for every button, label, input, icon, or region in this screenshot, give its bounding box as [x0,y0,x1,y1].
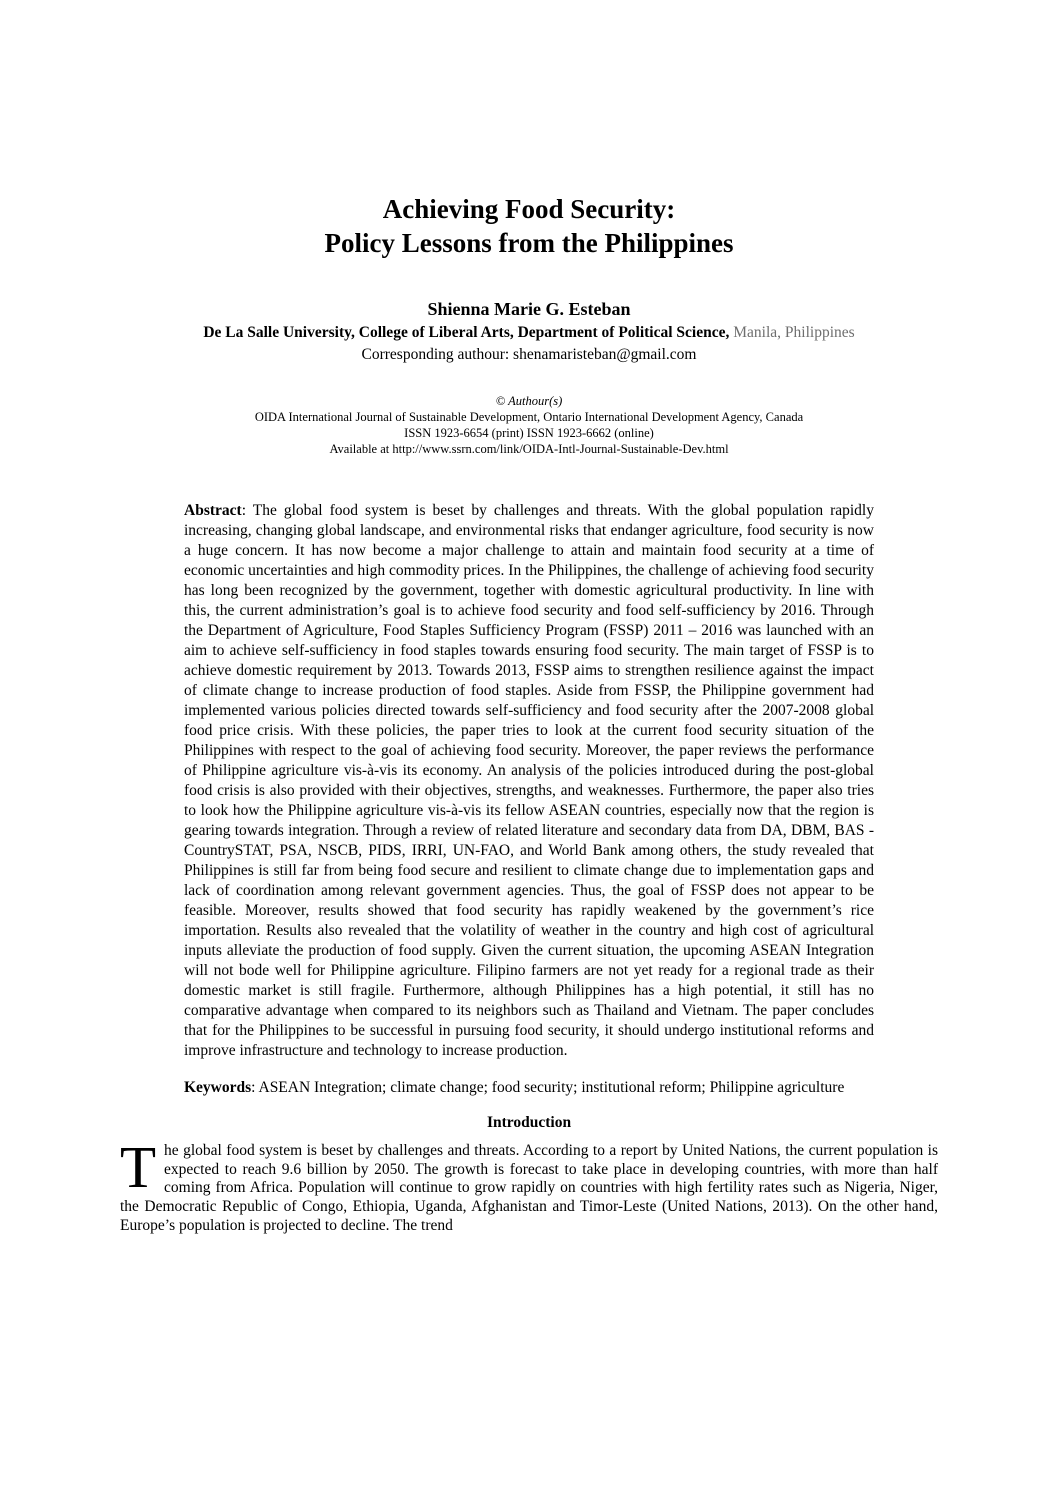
abstract-text: : The global food system is beset by challenges and threats. With the global population rapidly increasing, changing global landscape, and environmental risks that endanger agriculture, food security is now a huge concern. It has now become a major challenge to attain and maintain food security at a time of economic uncertainties and high commodity prices. In the Philippines, the challenge of achieving food security has long been recognized by the government, together with domestic agricultural productivity. In line with this, the current administration’s goal is to achieve food security and food self-sufficiency by 2016. Through the Department of Agriculture, Food Staples Sufficiency Program (FSSP) 2011 – 2016 was launched with an aim to achieve self-sufficiency in food staples towards ensuring food security. The main target of FSSP is to achieve domestic requirement by 2013. Towards 2013, FSSP aims to strengthen resilience against the impact of climate change to increase production of food staples. Aside from FSSP, the Philippine government had implemented various policies directed towards self-sufficiency and food security after the 2007-2008 global food price crisis. With these policies, the paper tries to look at the current food security situation of the Philippines with respect to the goal of achieving food security. Moreover, the paper reviews the performance of Philippine agriculture vis-à-vis its economy. An analysis of the policies introduced during the post-global food crisis is also provided with their objectives, strengths, and weaknesses. Furthermore, the paper also tries to look how the Philippine agriculture vis-à-vis its fellow ASEAN countries, especially now that the region is gearing towards integration. Through a review of related literature and secondary data from DA, DBM, BAS - CountrySTAT, PSA, NSCB, PIDS, IRRI, UN-FAO, and World Bank among others, the study revealed that Philippines is still far from being food secure and resilient to climate change due to implementation gaps and lack of coordination among relevant government agencies. Thus, the goal of FSSP does not appear to be feasible. Moreover, results showed that food security has rapidly weakened by the government’s rice importation. Results also revealed that the volatility of weather in the country and high cost of agricultural inputs alleviate the production of food supply. Given the current situation, the upcoming ASEAN Integration will not bode well for Philippine agriculture. Filipino farmers are not yet ready for a regional trade as their domestic market is still fragile. Furthermore, although Philippines has a high potential, it still has no comparative advantage when compared to its neighbors such as Thailand and Vietnam. The paper concludes that for the Philippines to be successful in pursuing food security, it should undergo institutional reforms and improve infrastructure and technology to increase production. [184,502,874,1059]
author-block [0,297,1058,366]
introduction-text: he global food system is beset by challenges and threats. According to a report by United Nations, the current population is expected to reach 9.6 billion by 2050. The growth is forecast to take place in developing countries, with more than half coming from Africa. Population will continue to grow rapidly on countries with high fertility rates such as Nigeria, Niger, the Democratic Republic of Congo, Ethiopia, Uganda, Afghanistan and Timor-Leste (United Nations, 2013). On the other hand, Europe’s population is projected to decline. The trend [120,1142,938,1234]
keywords-label: Keywords [184,1079,252,1096]
author-name: Shienna Marie G. Esteban [427,299,631,319]
paper-title-line-2: Policy Lessons from the Philippines [324,228,734,258]
copyright-line: © Authour(s) [495,394,563,408]
abstract-label: Abstract [184,502,242,519]
journal-line: OIDA International Journal of Sustainable Development, Ontario International Development Agency, Canada [254,410,804,424]
affiliation-institution: De La Salle University, College of Liberal Arts, Department of Political Science, [203,324,730,341]
abstract-paragraph [184,501,874,1061]
affiliation-location: Manila, Philippines [729,324,855,341]
publication-info-block [0,393,1058,457]
paper-title-line-1: Achieving Food Security: [382,194,676,224]
author-affiliation [0,321,1058,344]
paper-title [0,192,1058,260]
introduction-paragraph [120,1134,938,1236]
introduction-heading: Introduction [486,1114,572,1131]
issn-line: ISSN 1923-6654 (print) ISSN 1923-6662 (online) [404,426,654,440]
availability-url-line: Available at http://www.ssrn.com/link/OIDA-Intl-Journal-Sustainable-Dev.html [329,442,729,456]
corresponding-author-line: Corresponding authour: shenamaristeban@gmail.com [361,346,697,363]
keywords-paragraph [184,1078,874,1098]
drop-cap: T [120,1134,157,1200]
keywords-text: : ASEAN Integration; climate change; food security; institutional reform; Philippine agriculture [251,1079,845,1096]
